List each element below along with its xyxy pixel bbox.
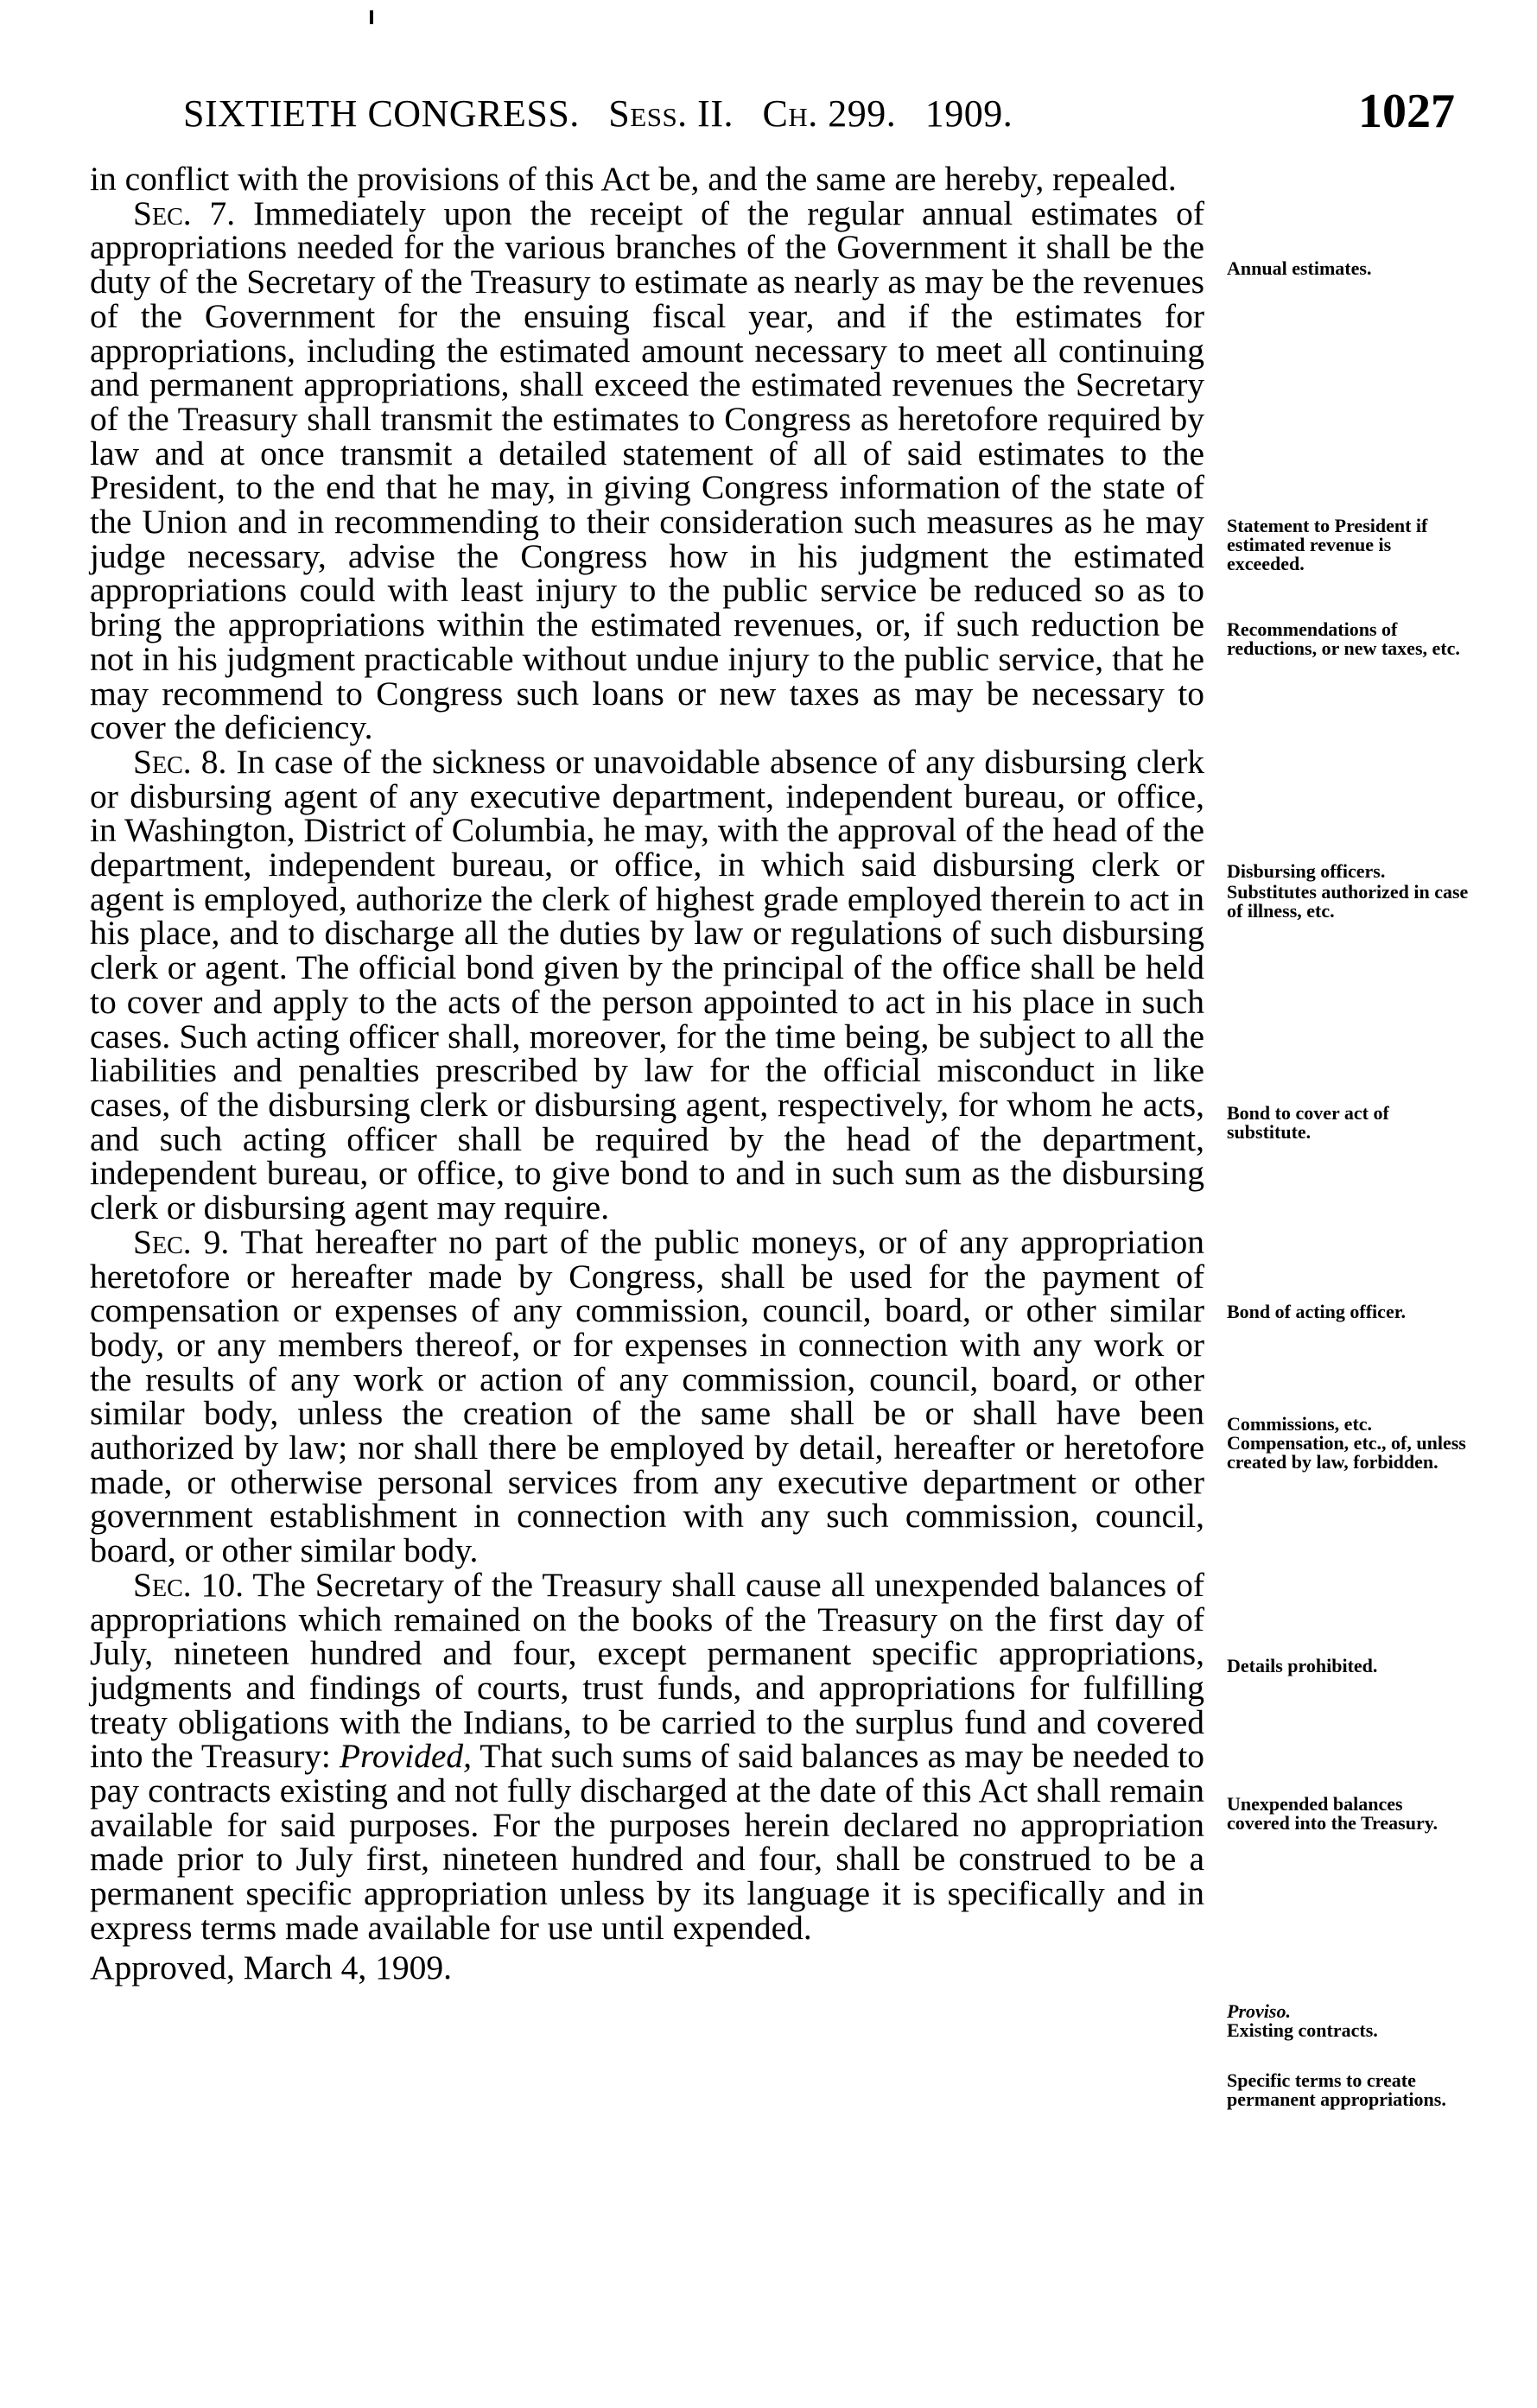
section-7-text: Immediately upon the receipt of the regular annual estimates of appropriations needed for the various branches of the Government it shall be the duty of the Secretary of the Treasury to estimate as nearly as may be the revenues of the Government for the ensuing fiscal year, and if the estimates for appropriations, including the estimated amount necessary to meet all continuing and permanent appropriations, shall exceed the estimated revenues the Secretary of the Treasury shall transmit the estimates to Congress as heretofore required by law and at once transmit a detailed statement of all of said estimates to the President, to the end that he may, in giving Congress information of the state of the Union and in recommending to their consideration such measures as he may judge necessary, advise the Congress how in his judgment the estimated appropriations could with least injury to the public service be reduced so as to bring the appropriations within the estimated revenues, or, if such reduction be not in his judgment practicable without undue injury to the public service, that he may recommend to Congress such loans or new taxes as may be necessary to cover the deficiency. — [90, 193, 1205, 747]
paragraph-continuation: in conflict with the provisions of this Act be, and the same are hereby, repealed. — [90, 160, 1177, 198]
margin-note-proviso: Proviso. — [1227, 2000, 1291, 2022]
chapter-label: Ch. 299. — [762, 92, 897, 135]
section-9-label: Sec. 9. — [133, 1222, 230, 1261]
section-8-label: Sec. 8. — [133, 742, 227, 781]
section-10-text-a: The Secretary of the Treasury shall cause all unexpended balances of appropriations which remained on the books of the Treasury on the first day of July, nineteen hundred and four, except permanent specific appropriations, judgments and findings of courts, trust funds, and appropriations for fulfilling treaty obligations with the Indians, to be carried to the surplus fund and covered into the Treasury: — [90, 1565, 1204, 1776]
approval-line: Approved, March 4, 1909. — [90, 1948, 453, 1987]
margin-note-annual-estimates: Annual estimates. — [1227, 257, 1372, 279]
section-7 — [90, 193, 1205, 747]
year-label: 1909. — [924, 92, 1013, 135]
section-10-text-b: That such sums of said balances as may be needed to pay contracts existing and not fully discharged at the date of this Act shall remain available for said purposes. For the purposes herein declared no appropriation made prior to July first, nineteen hundred and four, shall be construed to be a permanent specific appropriation unless by its language it is specifically and in express terms made available for use until expended. — [90, 1737, 1205, 1947]
section-10-label: Sec. 10. — [133, 1565, 245, 1604]
margin-note-substitutes: Substitutes authorized in case of illness, etc. — [1227, 881, 1469, 922]
scan-mark — [370, 10, 373, 24]
section-8-text: In case of the sickness or unavoidable absence of any disbursing clerk or disbursing agent of any executive department, independent bureau, or office, in Washington, District of Columbia, he may, with the approval of the head of the department, independent bureau, or office, in which said disbursing clerk or agent is employed, authorize the clerk of highest grade employed therein to act in his place, and to discharge all the duties by law or regulations of such disbursing clerk or agent. The official bond given by the principal of the office shall be held to cover and apply to the acts of the person appointed to act in his place in such cases. Such acting officer shall, moreover, for the time being, be subject to all the liabilities and penalties prescribed by law for the official misconduct in like cases, of the disbursing clerk or disbursing agent, respectively, for whom he acts, and such acting officer shall be required by the head of the department, independent bureau, or office, to give bond to and in such sum as the disbursing clerk or disbursing agent may require. — [90, 742, 1205, 1227]
section-9-text: That hereafter no part of the public moneys, or of any appropriation heretofore or hereafter made by Congress, shall be used for the payment of compensation or expenses of any commission, council, board, or other similar body, or any members thereof, or for expenses in connection with any work or the results of any work or action of any commission, council, board, or other similar body, unless the creation of the same shall be or shall have been authorized by law; nor shall there be employed by detail, hereafter or heretofore made, or otherwise personal services from any executive department or other government establishment in connection with any such commission, council, board, or other similar body. — [90, 1222, 1205, 1570]
margin-note-commissions: Commissions, etc. Compensation, etc., of, unless created by law, forbidden. — [1227, 1413, 1466, 1473]
margin-note-disbursing-officers: Disbursing officers. — [1227, 860, 1386, 882]
section-9 — [90, 1222, 1205, 1570]
margin-note-specific-terms: Specific terms to create permanent appropriations. — [1227, 2069, 1446, 2110]
provided-word: Provided, — [339, 1737, 473, 1776]
running-header — [183, 88, 1453, 140]
margin-note-bond-acting: Bond of acting officer. — [1227, 1301, 1406, 1322]
section-10 — [90, 1565, 1205, 1947]
section-8 — [90, 742, 1205, 1227]
session-label: Sess. II. — [608, 92, 734, 135]
margin-note-statement-to-president: Statement to President if estimated revenue is exceeded. — [1227, 515, 1428, 574]
margin-note-recommendations: Recommendations of reductions, or new taxes, etc. — [1227, 618, 1460, 659]
section-7-label: Sec. 7. — [133, 193, 236, 232]
page-number: 1027 — [1358, 85, 1455, 138]
statute-body — [90, 162, 1204, 1985]
margin-note-details-prohibited: Details prohibited. — [1227, 1655, 1378, 1676]
margin-note-unexpended: Unexpended balances covered into the Treasury. — [1227, 1793, 1439, 1834]
margin-note-existing-contracts: Existing contracts. — [1227, 2019, 1378, 2041]
congress-title: SIXTIETH CONGRESS. — [183, 92, 580, 135]
margin-note-bond-substitute: Bond to cover act of substitute. — [1227, 1102, 1389, 1143]
